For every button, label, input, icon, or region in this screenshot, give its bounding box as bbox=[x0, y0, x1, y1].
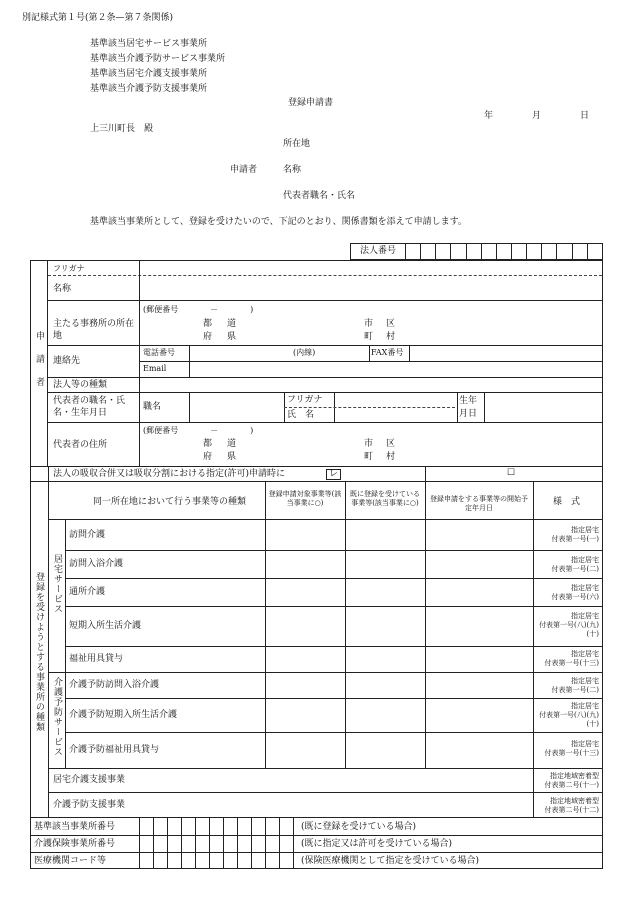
mura-label: 村 bbox=[386, 332, 396, 342]
merger-checkbox[interactable]: レ bbox=[326, 469, 341, 480]
header-target: 登録申請対象事業等(該当事業に○) bbox=[268, 490, 342, 507]
digit-cell[interactable] bbox=[542, 244, 557, 260]
do-label: 道 bbox=[227, 319, 237, 329]
digit-cell[interactable] bbox=[496, 244, 511, 260]
machi-label: 町 bbox=[364, 332, 374, 342]
corp-number-label: 法人番号 bbox=[351, 244, 406, 260]
name-row-label: 名称 bbox=[53, 284, 72, 294]
service-name: 訪問入浴介護 bbox=[69, 559, 124, 569]
heading-1: 基準該当居宅サービス事業所 bbox=[90, 39, 208, 49]
statement: 基準該当事業所として、登録を受けたいので、下記のとおり、関係書類を添えて申請します。 bbox=[90, 217, 467, 227]
service-name: 介護予防訪問入浴介護 bbox=[69, 680, 160, 690]
digit-cell[interactable] bbox=[406, 244, 421, 260]
digit-cell[interactable] bbox=[527, 244, 542, 260]
name-label: 名称 bbox=[283, 165, 302, 175]
document-title: 登録申請書 bbox=[288, 98, 334, 108]
service-style: 指定居宅 付表第一号(二) bbox=[551, 556, 599, 573]
date-day: 日 bbox=[580, 111, 590, 121]
ken-label: 県 bbox=[227, 332, 237, 342]
rep-info-label: 代表者の職名・氏名・生年月日 bbox=[53, 396, 126, 418]
birth-label: 生年月日 bbox=[459, 396, 478, 419]
digit-cell[interactable] bbox=[557, 244, 572, 260]
fax-label: FAX番号 bbox=[371, 348, 404, 357]
to2-label: 都 bbox=[203, 439, 213, 449]
service-name: 福祉用具貸与 bbox=[69, 654, 124, 664]
service-style: 指定居宅 付表第一号(六) bbox=[551, 584, 599, 601]
date-month: 月 bbox=[532, 111, 542, 121]
service-name: 短期入所生活介護 bbox=[69, 621, 142, 631]
postal-code: (郵便番号 － ) bbox=[143, 305, 254, 314]
service-name: 通所介護 bbox=[69, 587, 106, 597]
digit-cell[interactable] bbox=[481, 244, 496, 260]
to-label: 都 bbox=[203, 319, 213, 329]
ext-label: (内線) bbox=[293, 348, 316, 357]
fu2-label: 府 bbox=[203, 452, 213, 462]
furigana2-label: フリガナ bbox=[287, 395, 323, 405]
digit-cell[interactable] bbox=[511, 244, 526, 260]
address-label: 所在地 bbox=[283, 139, 311, 149]
contact-label: 連絡先 bbox=[53, 356, 81, 366]
service-style: 指定居宅 付表第一号(八)(九) (十) bbox=[539, 702, 599, 728]
rep-label: 代表者職名・氏名 bbox=[283, 191, 356, 201]
footer-table bbox=[30, 818, 603, 869]
phone-label: 電話番号 bbox=[143, 348, 175, 357]
footer-label: 基準該当事業所番号 bbox=[34, 822, 116, 832]
merger-checkbox-2[interactable]: ☐ bbox=[507, 468, 516, 478]
service-name: 介護予防短期入所生活介護 bbox=[69, 710, 178, 720]
header-start: 登録申請をする事業等の開始予定年月日 bbox=[430, 495, 528, 512]
position-label: 職名 bbox=[143, 402, 162, 412]
service-style: 指定地域密着型 付表第二号(十一) bbox=[544, 772, 599, 789]
services-section-label: 登録を受けようとする事業所の種類 bbox=[34, 572, 44, 732]
merger-row bbox=[30, 467, 603, 482]
rep-postal: (郵便番号 － ) bbox=[143, 426, 254, 435]
merger-label: 法人の吸収合併又は吸収分割における指定(許可)申請時に bbox=[53, 469, 286, 479]
ken2-label: 県 bbox=[227, 452, 237, 462]
footer-label: 介護保険事業所番号 bbox=[34, 839, 116, 849]
home-services-label: 居宅サービス bbox=[52, 554, 62, 614]
digit-cell[interactable] bbox=[421, 244, 436, 260]
footer-note: (保険医療機関として指定を受けている場合) bbox=[301, 856, 480, 866]
applicant-table bbox=[30, 260, 603, 467]
footer-note: (既に指定又は許可を受けている場合) bbox=[301, 839, 453, 849]
header-style: 様 式 bbox=[553, 497, 581, 507]
digit-cell[interactable] bbox=[436, 244, 451, 260]
prevent-services-label: 介護予防サービス bbox=[52, 677, 62, 757]
ku-label: 区 bbox=[386, 319, 396, 329]
services-table bbox=[30, 482, 603, 818]
header-existing: 既に登録を受けている事業等(該当事業に○) bbox=[350, 490, 420, 507]
service-name: 訪問介護 bbox=[69, 530, 106, 540]
date-year: 年 bbox=[484, 111, 494, 121]
form-id: 別記様式第１号(第２条—第７条関係) bbox=[22, 13, 174, 23]
service-style: 指定居宅 付表第一号(十三) bbox=[544, 740, 599, 757]
applicant-label: 申請者 bbox=[230, 165, 258, 175]
service-name: 介護予防福祉用具貸与 bbox=[69, 745, 160, 755]
service-style: 指定地域密着型 付表第二号(十二) bbox=[544, 797, 599, 814]
rep-address-label: 代表者の住所 bbox=[53, 440, 108, 450]
heading-4: 基準該当介護予防支援事業所 bbox=[90, 84, 208, 94]
service-name: 介護予防支援事業 bbox=[53, 800, 126, 810]
corp-type-label: 法人等の種類 bbox=[53, 380, 108, 390]
corp-number-table bbox=[350, 243, 603, 260]
digit-cell[interactable] bbox=[572, 244, 587, 260]
applicant-section-label: 申請者 bbox=[34, 331, 44, 400]
fu-label: 府 bbox=[203, 332, 213, 342]
header-kind: 同一所在地において行う事業等の種類 bbox=[93, 497, 247, 507]
digit-cell[interactable] bbox=[451, 244, 466, 260]
service-name: 居宅介護支援事業 bbox=[53, 775, 126, 785]
heading-2: 基準該当介護予防サービス事業所 bbox=[90, 54, 226, 64]
service-style: 指定居宅 付表第一号(一) bbox=[551, 526, 599, 543]
furigana-label: フリガナ bbox=[53, 264, 85, 273]
heading-3: 基準該当居宅介護支援事業所 bbox=[90, 69, 208, 79]
shi-label: 市 bbox=[364, 319, 374, 329]
ku2-label: 区 bbox=[386, 439, 396, 449]
main-office-label: 主たる事務所の所在地 bbox=[53, 319, 135, 341]
service-style: 指定居宅 付表第一号(八)(九) (十) bbox=[539, 612, 599, 638]
digit-cell[interactable] bbox=[587, 244, 602, 260]
digit-cell[interactable] bbox=[466, 244, 481, 260]
shi2-label: 市 bbox=[364, 439, 374, 449]
service-style: 指定居宅 付表第一号(十三) bbox=[544, 650, 599, 667]
mura2-label: 村 bbox=[386, 452, 396, 462]
footer-note: (既に登録を受けている場合) bbox=[301, 822, 417, 832]
service-style: 指定居宅 付表第一号(二) bbox=[551, 677, 599, 694]
addressee: 上三川町長 殿 bbox=[90, 124, 154, 134]
machi2-label: 町 bbox=[364, 452, 374, 462]
shimei-label: 氏 名 bbox=[287, 410, 315, 420]
footer-label: 医療機関コード等 bbox=[34, 856, 107, 866]
do2-label: 道 bbox=[227, 439, 237, 449]
email-label: Email bbox=[143, 364, 167, 373]
